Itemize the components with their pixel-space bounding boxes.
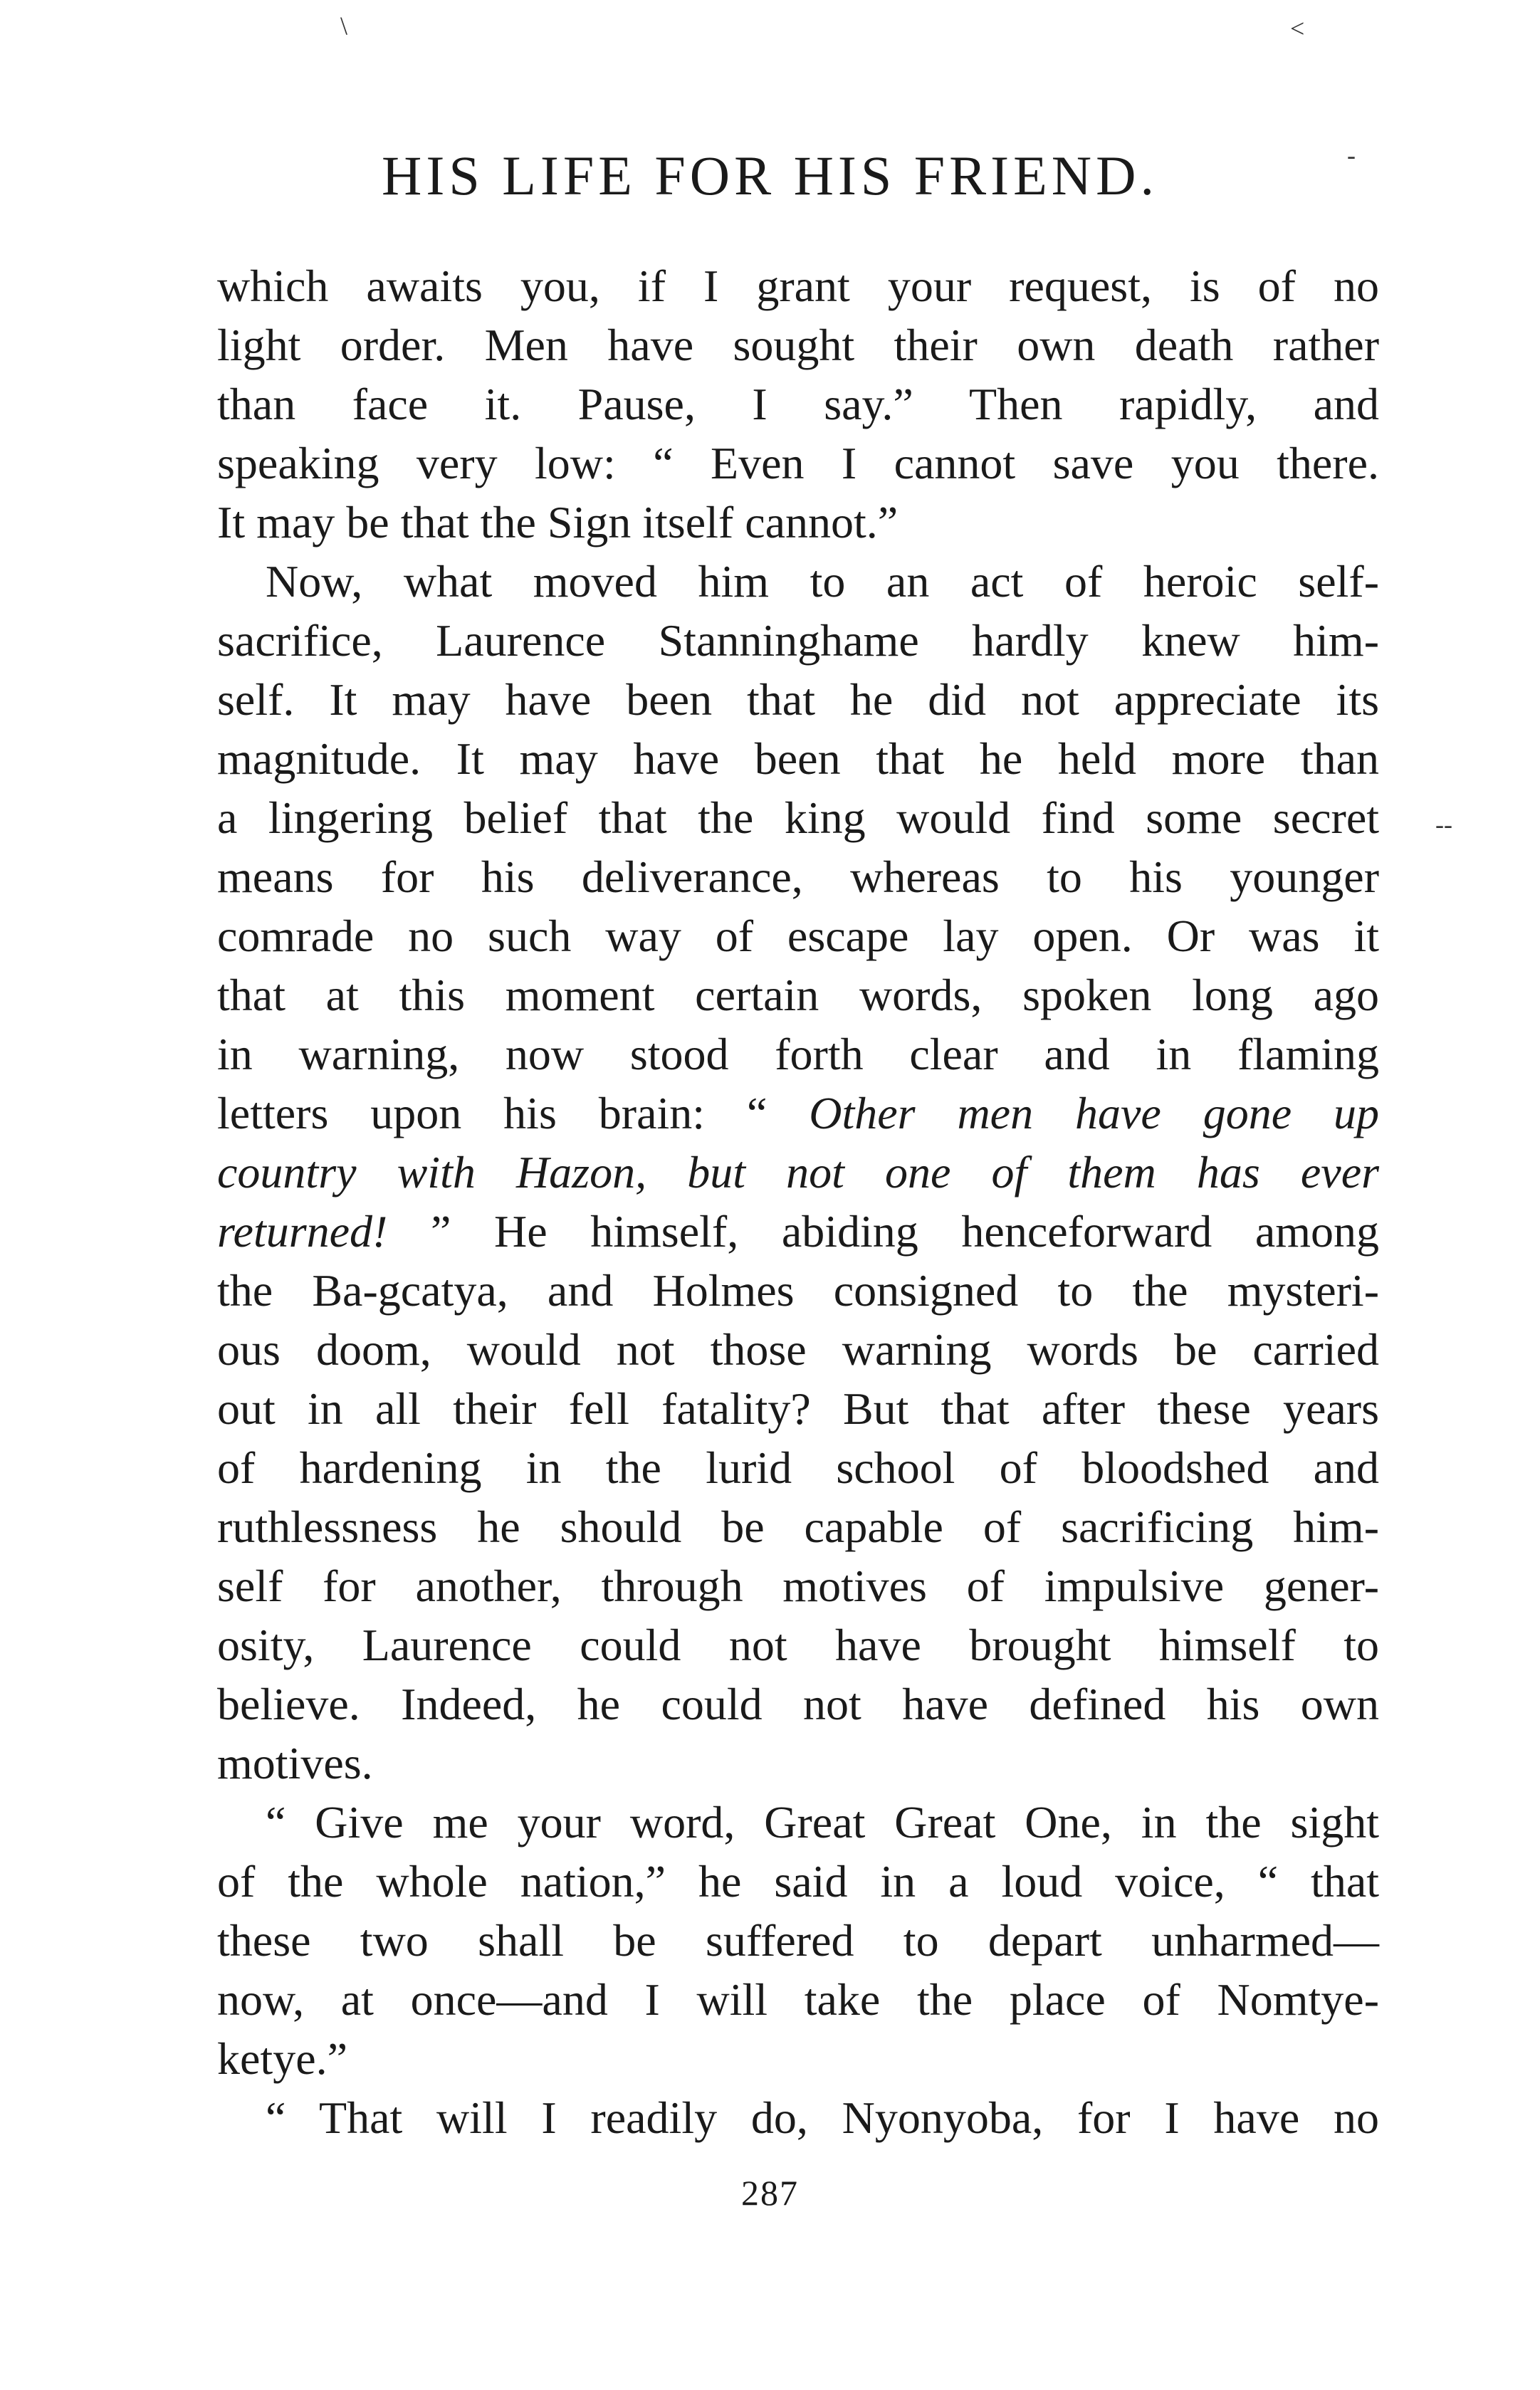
text-line	[217, 1261, 1379, 1320]
text-segment: “ That will I readily do, Nyonyoba, for I have no	[266, 2092, 1379, 2143]
text-segment: these two shall be suffered to depart unharmed—	[217, 1915, 1379, 1966]
text-segment: speaking very low: “ Even I cannot save you there.	[217, 438, 1379, 488]
text-line	[217, 1615, 1379, 1674]
text-line	[217, 1497, 1379, 1556]
text-line	[217, 1143, 1379, 1202]
text-segment: comrade no such way of escape lay open. Or was it	[217, 911, 1379, 961]
text-line	[217, 1202, 1379, 1261]
text-segment: ous doom, would not those warning words be carried	[217, 1324, 1379, 1375]
italic-text: Other men have gone up	[809, 1088, 1380, 1138]
text-segment: magnitude. It may have been that he held more than	[217, 733, 1379, 784]
margin-mark-side: --	[1435, 810, 1452, 839]
text-line	[217, 1734, 1379, 1793]
text-segment: out in all their fell fatality? But that after these years	[217, 1383, 1379, 1434]
text-line	[217, 788, 1379, 847]
text-segment: of the whole nation,” he said in a loud voice, “ that	[217, 1856, 1379, 1907]
text-line	[217, 1024, 1379, 1084]
text-segment: Now, what moved him to an act of heroic self-	[266, 556, 1379, 607]
text-line	[217, 1674, 1379, 1734]
text-line	[217, 906, 1379, 965]
text-line	[217, 1911, 1379, 1970]
text-line	[217, 374, 1379, 434]
text-segment: ” He himself, abiding henceforward among	[387, 1206, 1379, 1257]
text-segment: that at this moment certain words, spoken long ago	[217, 970, 1379, 1020]
text-segment: a lingering belief that the king would find some secret	[217, 792, 1379, 843]
text-line	[217, 1084, 1379, 1143]
margin-mark-top-right: <	[1290, 14, 1305, 43]
text-line	[217, 1556, 1379, 1615]
page-number: 287	[741, 2173, 799, 2213]
text-line	[217, 256, 1379, 315]
text-segment: sacrifice, Laurence Stanninghame hardly knew him-	[217, 615, 1379, 666]
text-line	[217, 729, 1379, 788]
text-segment: in warning, now stood forth clear and in flaming	[217, 1029, 1379, 1079]
text-line	[217, 434, 1379, 493]
italic-text: returned!	[217, 1206, 388, 1257]
running-header: HIS LIFE FOR HIS FRIEND.	[382, 145, 1158, 206]
text-segment: self. It may have been that he did not appreciate its	[217, 674, 1379, 725]
text-segment: ketye.”	[217, 2033, 347, 2084]
text-segment: “ Give me your word, Great Great One, in the sight	[266, 1797, 1379, 1847]
text-segment: light order. Men have sought their own death rather	[217, 320, 1379, 370]
text-segment: which awaits you, if I grant your request, is of no	[217, 261, 1379, 311]
margin-mark-top-left: \	[340, 11, 348, 40]
text-segment: motives.	[217, 1738, 373, 1788]
body-text	[217, 256, 1379, 2147]
text-segment: ruthlessness he should be capable of sacrificing him-	[217, 1501, 1379, 1552]
text-line	[217, 2088, 1379, 2147]
text-line	[217, 2029, 1379, 2088]
text-segment: It may be that the Sign itself cannot.”	[217, 497, 899, 547]
text-line	[217, 1320, 1379, 1379]
text-line	[217, 1379, 1379, 1438]
text-line	[217, 493, 1379, 552]
text-line	[217, 1852, 1379, 1911]
text-segment: letters upon his brain: “	[217, 1088, 810, 1138]
text-line	[217, 552, 1379, 611]
text-segment: the Ba-gcatya, and Holmes consigned to the mysteri-	[217, 1265, 1379, 1316]
text-line	[217, 1438, 1379, 1497]
text-line	[217, 1970, 1379, 2029]
text-segment: osity, Laurence could not have brought himself to	[217, 1620, 1379, 1670]
text-segment: of hardening in the lurid school of bloodshed and	[217, 1442, 1379, 1493]
text-line	[217, 1793, 1379, 1852]
margin-mark-header-right: -	[1347, 141, 1356, 169]
text-segment: now, at once—and I will take the place of Nomtye-	[217, 1974, 1379, 2025]
text-line	[217, 965, 1379, 1024]
text-segment: believe. Indeed, he could not have defined his own	[217, 1679, 1379, 1729]
text-segment: means for his deliverance, whereas to his younger	[217, 851, 1379, 902]
text-line	[217, 611, 1379, 670]
text-line	[217, 847, 1379, 906]
text-segment: self for another, through motives of impulsive gener-	[217, 1561, 1379, 1611]
text-segment: than face it. Pause, I say.” Then rapidly, and	[217, 379, 1379, 429]
text-line	[217, 315, 1379, 374]
italic-text: country with Hazon, but not one of them has ever	[217, 1147, 1379, 1197]
text-line	[217, 670, 1379, 729]
